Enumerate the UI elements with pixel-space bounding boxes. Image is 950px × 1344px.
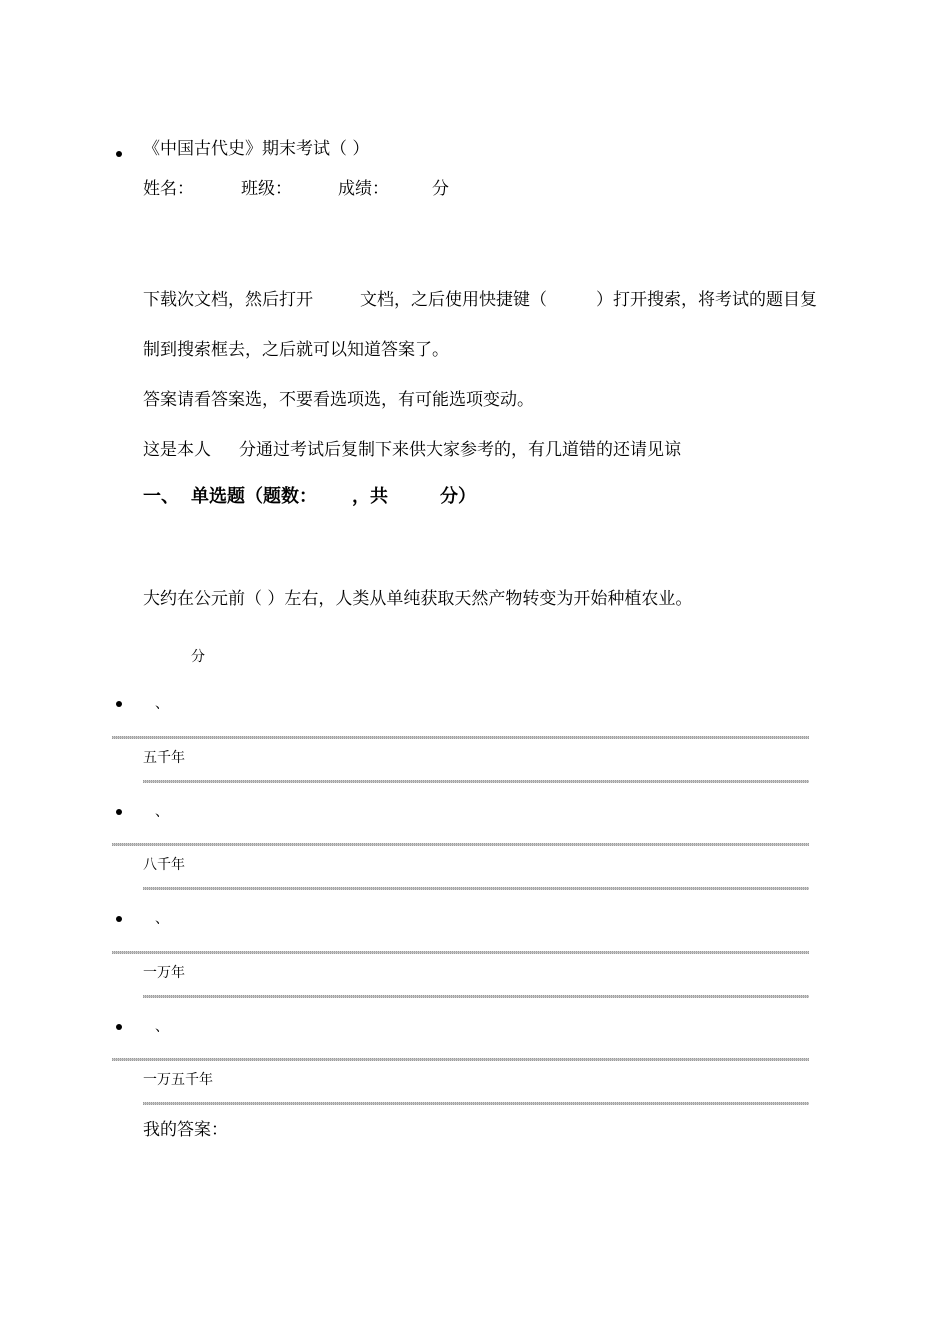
option-separator: 、 bbox=[155, 696, 169, 712]
option-divider bbox=[143, 995, 809, 998]
option-separator: 、 bbox=[155, 911, 169, 927]
option-divider bbox=[112, 843, 809, 846]
intro-line-1c: ）打开搜索，将考试的题目复 bbox=[596, 290, 817, 310]
option-text[interactable]: 一万年 bbox=[143, 965, 185, 981]
option-divider bbox=[112, 736, 809, 739]
question-text: 大约在公元前（ ）左右，人类从单纯获取天然产物转变为开始种植农业。 bbox=[143, 589, 693, 609]
intro-line-3: 答案请看答案选，不要看选项选，有可能选项变动。 bbox=[143, 390, 534, 410]
option-separator: 、 bbox=[155, 804, 169, 820]
option-divider bbox=[112, 1058, 809, 1061]
option-bullet bbox=[116, 809, 122, 815]
option-divider bbox=[143, 887, 809, 890]
option-text[interactable]: 一万五千年 bbox=[143, 1072, 213, 1088]
option-divider bbox=[143, 1102, 809, 1105]
option-bullet bbox=[116, 701, 122, 707]
intro-line-4a: 这是本人 bbox=[143, 440, 211, 460]
option-text[interactable]: 五千年 bbox=[143, 750, 185, 766]
intro-line-1b: 文档，之后使用快捷键（ bbox=[360, 290, 547, 310]
class-field-label: 班级： bbox=[241, 179, 292, 199]
name-field-label: 姓名： bbox=[143, 179, 194, 199]
section-title-b: ，共 bbox=[352, 486, 388, 507]
option-divider bbox=[112, 951, 809, 954]
option-bullet bbox=[116, 1024, 122, 1030]
intro-line-1a: 下载次文档，然后打开 bbox=[143, 290, 313, 310]
option-text[interactable]: 八千年 bbox=[143, 857, 185, 873]
my-answer-label: 我的答案： bbox=[143, 1120, 228, 1140]
section-number: 一、 bbox=[143, 486, 179, 507]
score-unit: 分 bbox=[432, 179, 449, 199]
option-divider bbox=[143, 780, 809, 783]
section-title-c: 分） bbox=[440, 486, 476, 507]
title-bullet bbox=[116, 151, 122, 157]
section-title-a: 单选题（题数： bbox=[191, 486, 317, 507]
intro-line-2: 制到搜索框去，之后就可以知道答案了。 bbox=[143, 340, 449, 360]
question-score: 分 bbox=[191, 649, 205, 665]
option-separator: 、 bbox=[155, 1019, 169, 1035]
option-bullet bbox=[116, 916, 122, 922]
intro-line-4b: 分通过考试后复制下来供大家参考的，有几道错的还请见谅 bbox=[239, 440, 681, 460]
score-field-label: 成绩： bbox=[338, 179, 389, 199]
exam-title: 《中国古代史》期末考试（ ） bbox=[143, 139, 370, 159]
